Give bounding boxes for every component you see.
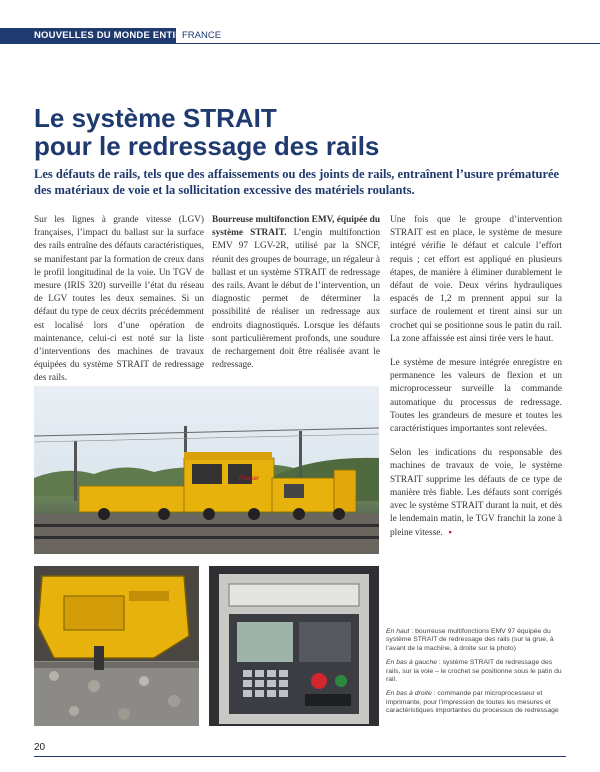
caption-right-label: En bas à droite (386, 690, 432, 698)
caption-left-label: En bas à gauche (386, 659, 438, 667)
caption-left-text: : système STRAIT de redressage des rails, sur la voie – le crochet se positionne sous le patin du rail. (386, 659, 562, 684)
column-3 (390, 214, 562, 552)
col3-paragraph-3 (390, 447, 562, 540)
col2-text: L’engin multifonction EMV 97 LGV-2R, utilisé par la SNCF, réunit des groupes de bourrage, un régaleur à ballast et un système STRAIT de redressage des rails. Avant le début de l’intervention, un diagnostic permet de déterminer la possibilité de réaliser un redressage aux endroits diagnostiqués. Lorsque les défauts sont particulièrement profonds, une soudure de rechargement doit être réalisée avant le redressage. (212, 228, 380, 371)
title-line-1: Le système STRAIT (34, 103, 277, 133)
caption-bottom-right (386, 690, 566, 715)
end-mark: ▪ (448, 527, 452, 538)
col3-paragraph-1: Une fois que le groupe d’intervention STRAIT est en place, le système de mesure intégré vérifie le défaut et calcule l’effort requis ; cet effort est appliqué en plusieurs étapes, de manière à éliminer durablement le défaut de voie. Deux vérins hydrauliques espacés de 1,2 m prennent appui sur la surface de roulement et tirent ainsi sur un crochet qui se positionne sous le patin du rail. La zone affaissée est ainsi tirée vers le haut. (390, 215, 562, 344)
column-1 (34, 214, 204, 397)
caption-top (386, 628, 566, 653)
page-number: 20 (34, 742, 46, 753)
caption-top-text: : bourreuse multifonctions EMV 97 équipée du système STRAIT de redressage des rails (sur la grue, à l’avant de la machine, à droite sur la photo) (386, 628, 554, 652)
col3-text-3: Selon les indications du responsable des machines de travaux de voie, le système STRAIT supprime les défauts de ce type de manière très fiable. Les défauts sont corrigés avec le système STRAIT durant la nuit, et dès le lendemain matin, le TGV franchit la zone à pleine vitesse. (390, 448, 562, 539)
header-rule (176, 43, 600, 44)
photo-captions (386, 628, 566, 722)
footer-rule (34, 756, 566, 757)
photo-control-panel (209, 566, 379, 726)
caption-right-text: : commande par microprocesseur et imprimante, pour l’impression de toutes les mesures et caractéristiques importantes du processus de redressage (386, 690, 559, 715)
photo-strait-on-track (34, 566, 199, 726)
col3-paragraph-2: Le système de mesure intégrée enregistre en permanence les valeurs de flexion et un microprocesseur surveille la commande automatique du processus de redressage. Toutes les grandeurs de mesure et toutes les caractéristiques importantes sont relevées. (390, 358, 562, 435)
col2-paragraph (212, 214, 380, 372)
caption-top-label: En haut (386, 628, 410, 635)
machine-brand-label: Plasser (239, 476, 260, 482)
section-header (0, 28, 600, 44)
col1-paragraph: Sur les lignes à grande vitesse (LGV) françaises, l’impact du ballast sur la surface des rails entraîne des défauts caractéristiques, se manifestant par la formation de creux dans le profil longitudinal de la voie. Un TGV de mesure (IRIS 320) surveille l’état du réseau de LGV toutes les deux semaines. Si un défaut du type de ceux décrits précédemment est localisé lors d’une opération de maintenance, celui-ci est noté sur la liste d’interventions des machines de travaux équipées du système STRAIT de redressage des rails. (34, 215, 204, 384)
col2-subheading: Bourreuse multifonction EMV, équipée du système STRAIT. (212, 215, 380, 239)
caption-bottom-left (386, 659, 566, 684)
article-title (34, 104, 574, 160)
section-label: NOUVELLES DU MONDE ENTIER (34, 30, 189, 41)
column-2 (212, 214, 380, 383)
title-line-2: pour le redressage des rails (34, 131, 380, 161)
photo-track-machine (34, 386, 379, 554)
article-lead: Les défauts de rails, tels que des affaissements ou des joints de rails, entraînent l’usure prématurée des matériaux de voie et la sollicitation excessive des matériels roulants. (34, 167, 560, 197)
country-label: FRANCE (182, 30, 222, 41)
